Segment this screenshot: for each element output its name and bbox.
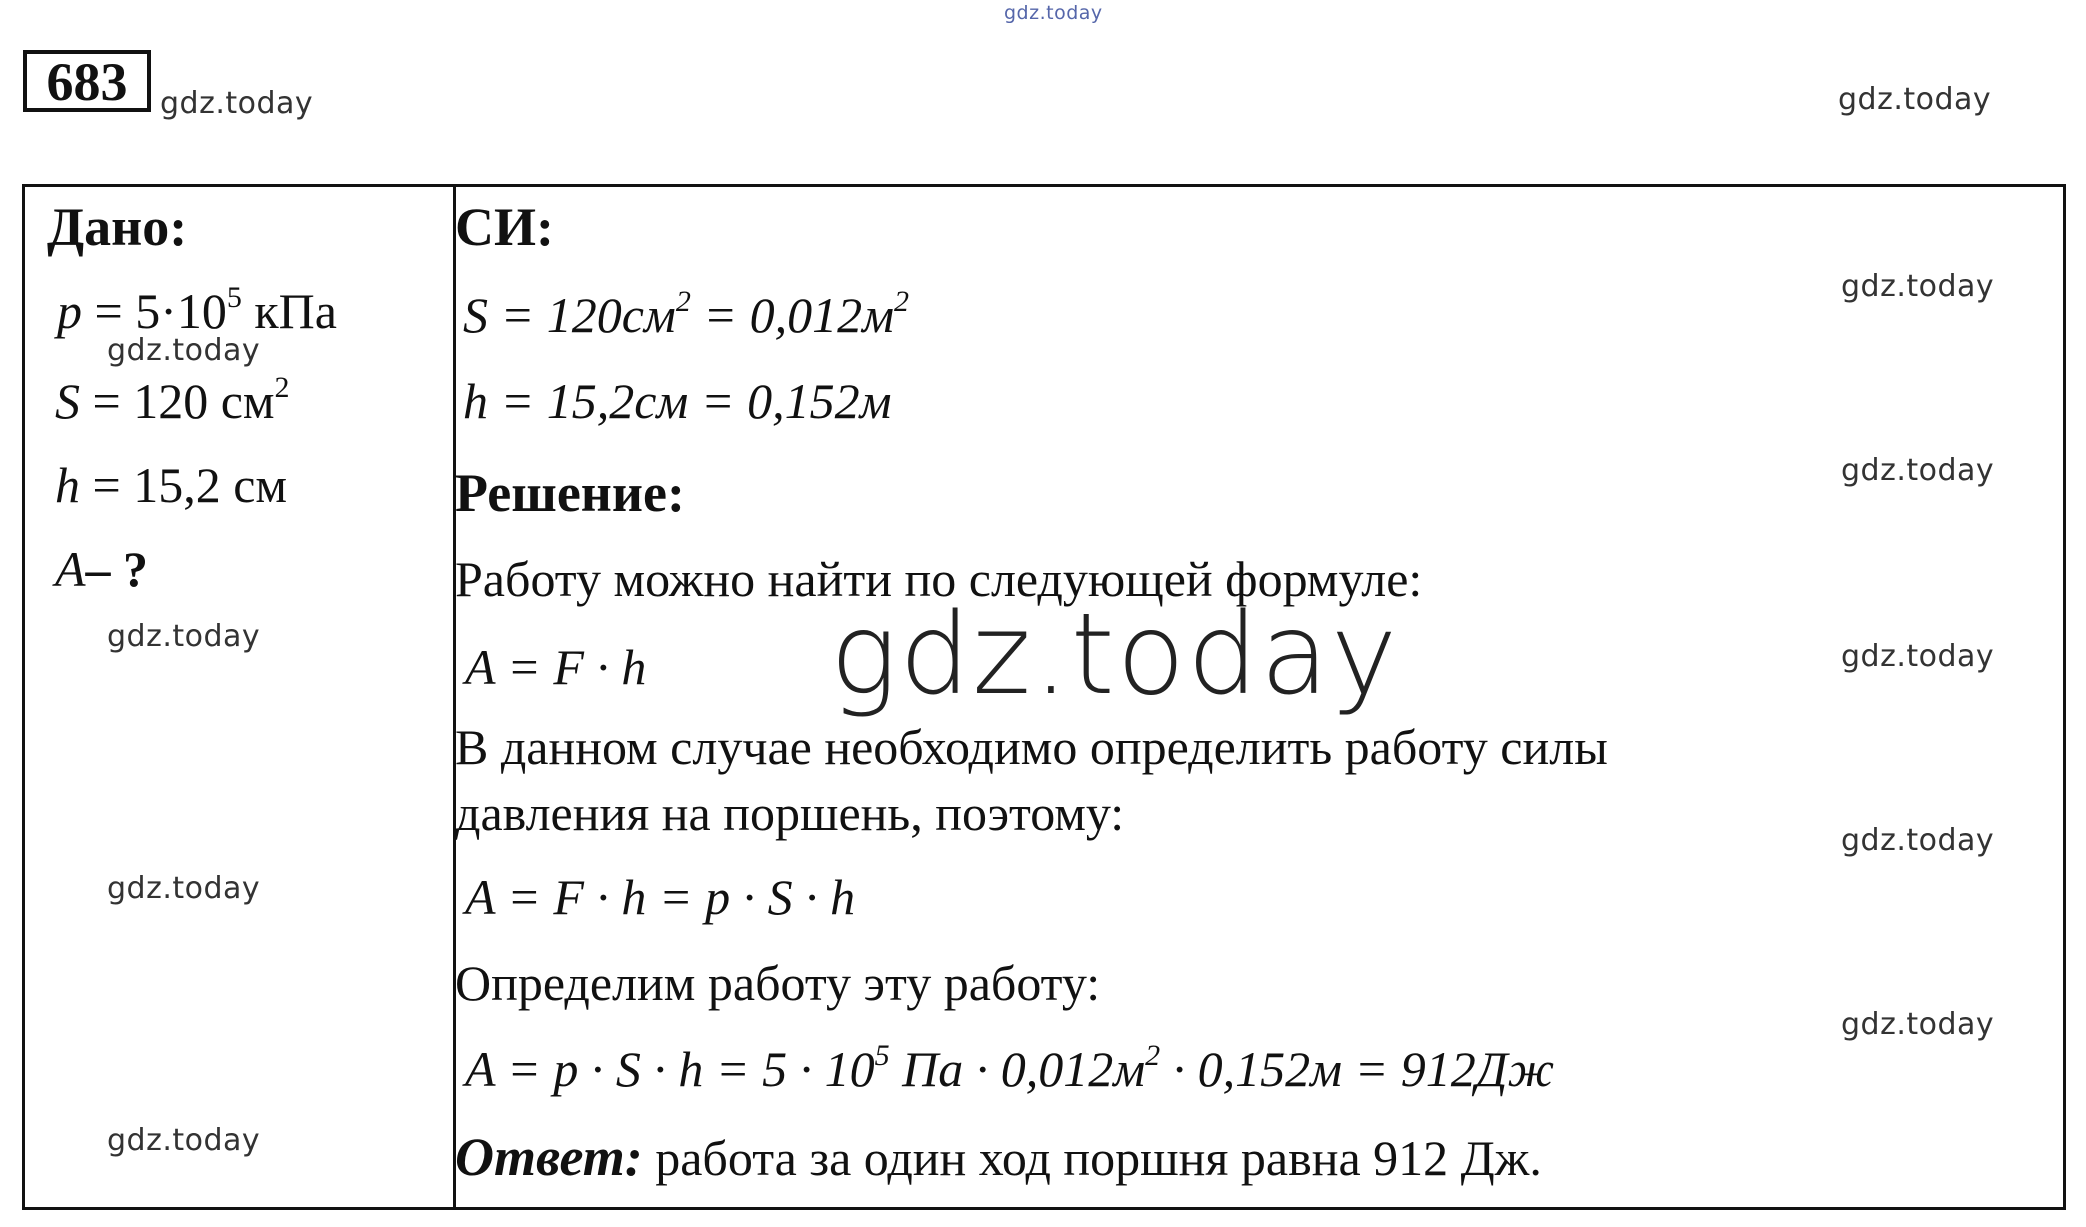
column-divider xyxy=(453,187,456,1207)
solution-paragraph-3: Определим работу эту работу: xyxy=(455,955,1101,1011)
given-heading: Дано: xyxy=(47,197,188,257)
solution-heading: Решение: xyxy=(455,463,685,523)
watermark: gdz.today xyxy=(1841,1007,1995,1042)
given-unknown: A– ? xyxy=(55,541,149,597)
answer: Ответ: работа за один ход поршня равна 912 Дж. xyxy=(455,1127,1542,1187)
solution-paragraph-2-cont: давления на поршень, поэтому: xyxy=(455,785,1125,841)
given-pressure: $p = 5\cdot 10^5$ кПа xyxy=(57,281,337,339)
watermark: gdz.today xyxy=(107,333,261,368)
watermark: gdz.today xyxy=(107,619,261,654)
watermark: gdz.today xyxy=(1841,823,1995,858)
watermark: gdz.today xyxy=(1841,269,1995,304)
formula-pressure-work: A = F · h = p · S · h xyxy=(465,869,856,925)
watermark: gdz.today xyxy=(107,871,261,906)
watermark: gdz.today xyxy=(107,1123,261,1158)
si-height-conversion: h = 15,2см = 0,152м xyxy=(463,373,892,429)
watermark: gdz.today xyxy=(1838,82,1992,117)
watermark: gdz.today xyxy=(1841,639,1995,674)
si-area-conversion: $S = 120см^2 = 0,012м^2$ xyxy=(463,285,909,343)
given-height: h = 15,2 см xyxy=(55,457,288,513)
formula-work: A = F · h xyxy=(465,639,647,695)
watermark: gdz.today xyxy=(1841,453,1995,488)
solution-paragraph-1: Работу можно найти по следующей формуле: xyxy=(455,551,1423,607)
given-area: S = 120 $см^2$ xyxy=(55,371,290,429)
si-heading: СИ: xyxy=(455,197,554,257)
task-number: 683 xyxy=(23,50,151,112)
watermark-top: gdz.today xyxy=(1004,2,1103,24)
watermark-large: gdz.today xyxy=(830,590,1400,720)
formula-calculation: $A = p \cdot S \cdot h = 5 \cdot 10^5$ Па · $0,012м^2 \cdot 0,152м = 912Дж$ xyxy=(465,1039,1555,1097)
solution-paragraph-2: В данном случае необходимо определить работу силы xyxy=(455,719,1608,775)
watermark: gdz.today xyxy=(160,86,314,121)
